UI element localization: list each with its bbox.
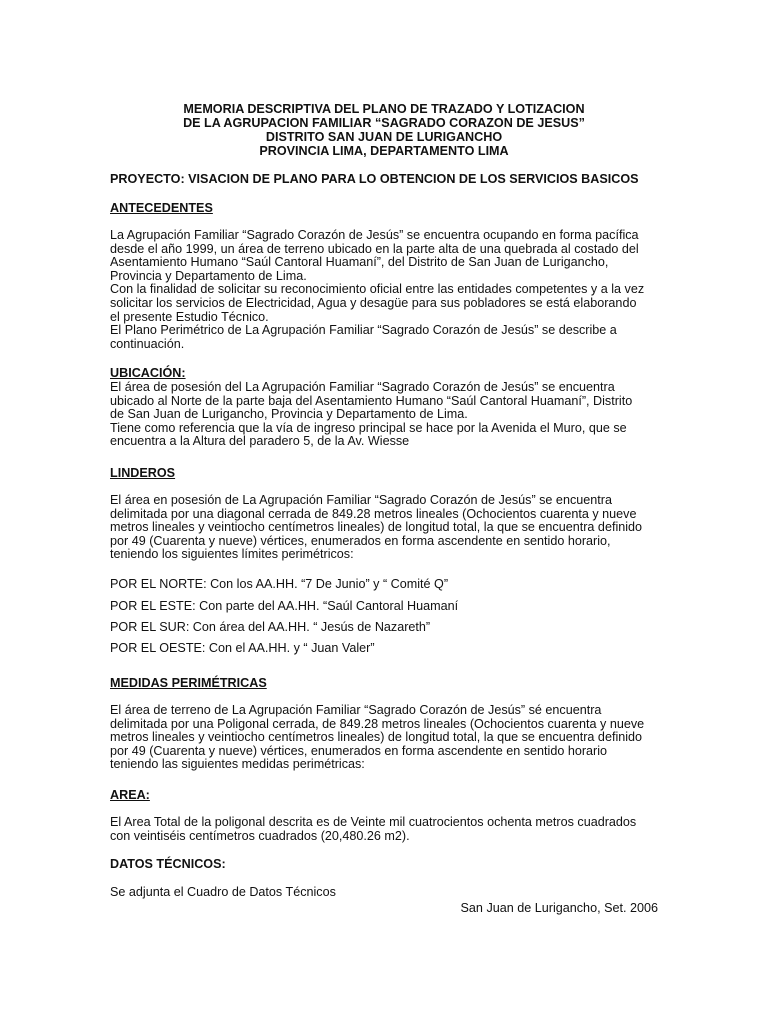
- paragraph-line: El área de terreno de La Agrupación Familiar “Sagrado Corazón de Jesús” sé encuentra: [110, 703, 602, 717]
- title-line: DISTRITO SAN JUAN DE LURIGANCHO: [265, 130, 503, 144]
- limit-west: POR EL OESTE: Con el AA.HH. y “ Juan Valer”: [110, 641, 375, 655]
- limit-south: POR EL SUR: Con área del AA.HH. “ Jesús de Nazareth”: [110, 620, 431, 634]
- paragraph-line: con veintiséis centímetros cuadrados (20,480.26 m2).: [110, 828, 410, 843]
- limit-east: POR EL ESTE: Con parte del AA.HH. “Saúl Cantoral Huamaní: [110, 599, 459, 613]
- paragraph-line: metros lineales y veintiocho centímetros lineales) de longitud total, la que se encuentra definido: [110, 520, 643, 535]
- paragraph-line: por 49 (Cuarenta y nueve) vértices, enumerados en forma ascendente en sentido horario,: [110, 533, 611, 548]
- datos-text: Se adjunta el Cuadro de Datos Técnicos: [110, 885, 336, 899]
- title-line: MEMORIA DESCRIPTIVA DEL PLANO DE TRAZADO Y LOTIZACION: [183, 102, 585, 116]
- medidas-paragraph: [110, 704, 658, 772]
- paragraph-line: La Agrupación Familiar “Sagrado Corazón de Jesús” se encuentra ocupando en forma pacífica: [110, 228, 639, 242]
- heading-area: AREA:: [110, 788, 150, 802]
- limit-north: POR EL NORTE: Con los AA.HH. “7 De Junio” y “ Comité Q”: [110, 577, 449, 591]
- paragraph-line: teniendo los siguientes límites perimétricos:: [110, 547, 354, 562]
- area-paragraph: [110, 816, 658, 843]
- paragraph-line: por 49 (Cuarenta y nueve) vértices, enumerados en forma ascendente en sentido horario: [110, 743, 608, 758]
- paragraph-line: metros lineales y veintiocho centímetros lineales) de longitud total, la que se encuentra definido: [110, 730, 643, 745]
- heading-datos-tecnicos: DATOS TÉCNICOS:: [110, 857, 226, 871]
- paragraph-line: de San Juan de Lurigancho, Provincia y Departamento de Lima.: [110, 407, 468, 422]
- paragraph-line: Tiene como referencia que la vía de ingreso principal se hace por la Avenida el Muro, que se: [110, 420, 627, 435]
- paragraph-line: delimitada por una diagonal cerrada de 849.28 metros lineales (Ochocientos cuarenta y nueve: [110, 506, 637, 521]
- place-date-signature: San Juan de Lurigancho, Set. 2006: [460, 901, 658, 915]
- paragraph-line: El Area Total de la poligonal descrita es de Veinte mil cuatrocientos ochenta metros cuadrados: [110, 815, 637, 829]
- title-line: DE LA AGRUPACION FAMILIAR “SAGRADO CORAZON DE JESUS”: [183, 116, 585, 130]
- paragraph-line: Asentamiento Humano “Saúl Cantoral Huamaní”, del Distrito de San Juan de Lurigancho,: [110, 255, 609, 270]
- paragraph-line: El Plano Perimétrico de La Agrupación Familiar “Sagrado Corazón de Jesús” se describe a: [110, 323, 617, 338]
- paragraph-line: continuación.: [110, 336, 185, 351]
- paragraph-line: delimitada por una Poligonal cerrada, de 849.28 metros lineales (Ochocientos cuarenta y nueve: [110, 716, 645, 731]
- title-line: PROVINCIA LIMA, DEPARTAMENTO LIMA: [259, 144, 509, 158]
- paragraph-line: ubicado al Norte de la parte baja del Asentamiento Humano “Saúl Cantoral Huamaní”, Distrito: [110, 393, 633, 408]
- paragraph-line: El área en posesión de La Agrupación Familiar “Sagrado Corazón de Jesús” se encuentra: [110, 493, 612, 507]
- paragraph-line: El área de posesión del La Agrupación Familiar “Sagrado Corazón de Jesús” se encuentra: [110, 380, 615, 394]
- project-line: PROYECTO: VISACION DE PLANO PARA LO OBTENCION DE LOS SERVICIOS BASICOS: [110, 172, 639, 186]
- paragraph-line: Con la finalidad de solicitar su reconocimiento oficial entre las entidades competentes y a la vez: [110, 282, 645, 297]
- paragraph-line: solicitar los servicios de Electricidad, Agua y desagüe para sus pobladores se está elaborando: [110, 295, 637, 310]
- ubicacion-paragraph: [110, 381, 658, 449]
- linderos-paragraph: [110, 494, 658, 562]
- paragraph-line: desde el año 1999, un área de terreno ubicado en la parte alta de una quebrada al costado del: [110, 241, 639, 256]
- paragraph-line: Provincia y Departamento de Lima.: [110, 268, 307, 283]
- heading-antecedentes: ANTECEDENTES: [110, 201, 213, 215]
- heading-linderos: LINDEROS: [110, 466, 176, 480]
- heading-medidas: MEDIDAS PERIMÉTRICAS: [110, 676, 267, 690]
- heading-ubicacion: UBICACIÓN:: [110, 366, 186, 380]
- document-title: [110, 102, 658, 158]
- paragraph-line: el presente Estudio Técnico.: [110, 309, 269, 324]
- antecedentes-paragraph: [110, 229, 658, 351]
- paragraph-line: encuentra a la Altura del paradero 5, de la Av. Wiesse: [110, 434, 410, 449]
- paragraph-line: teniendo las siguientes medidas perimétricas:: [110, 757, 365, 772]
